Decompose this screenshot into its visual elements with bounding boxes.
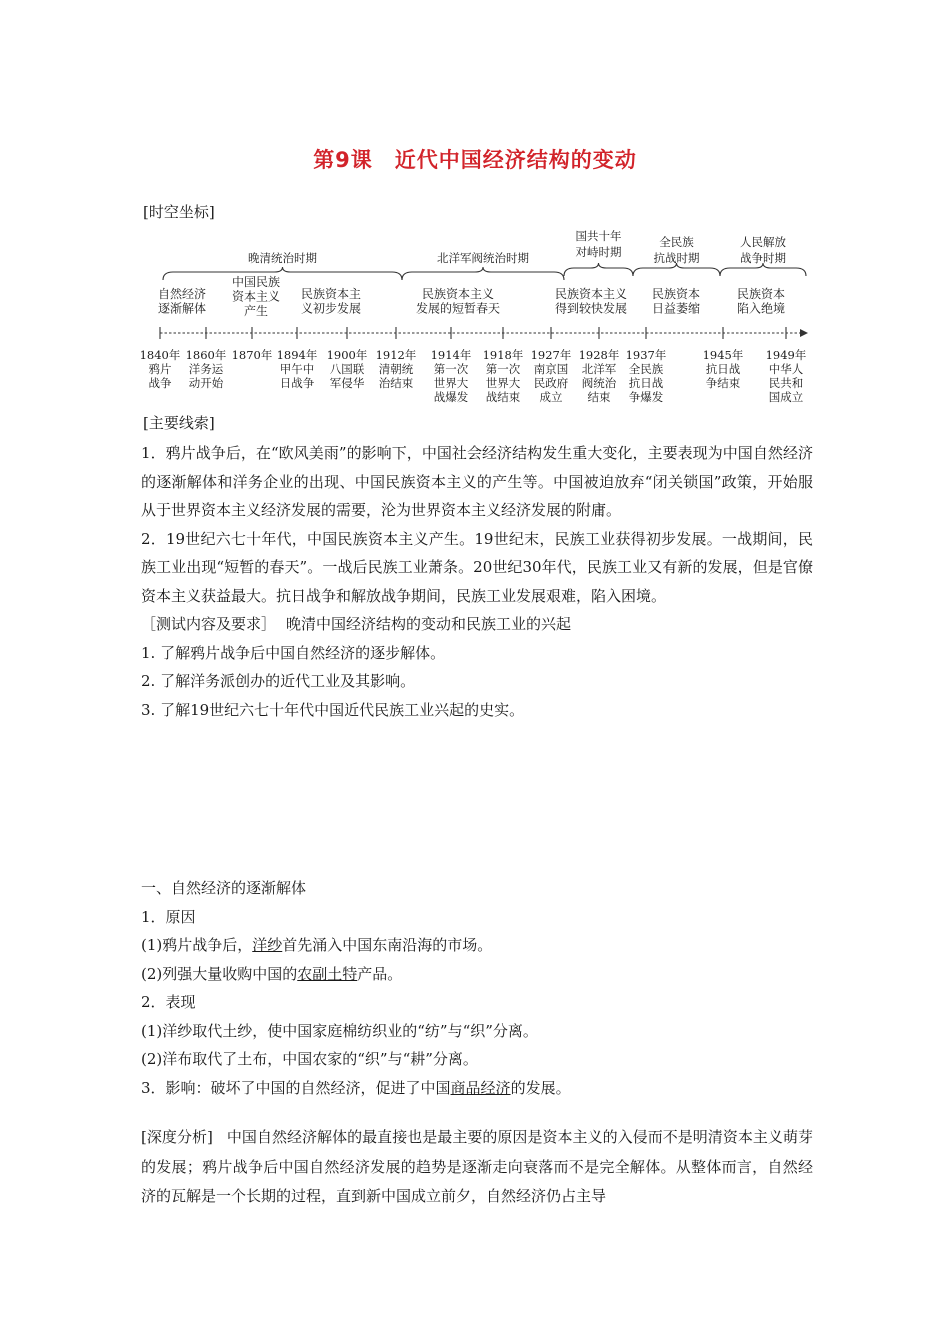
period-brace: [720, 263, 806, 276]
stage-label-line: 民族资本主: [300, 287, 362, 301]
event-description-line: 北洋军: [581, 362, 617, 376]
stage-label-line: 自然经济: [157, 287, 207, 301]
stage-label-line: 日益萎缩: [651, 301, 701, 316]
event-year: 1840年: [139, 348, 181, 362]
stage-label-line: 发展的短暂春天: [415, 301, 501, 316]
period-label-line: 人民解放: [740, 235, 786, 249]
clues-section-label: [主要线索]: [143, 414, 215, 432]
event-year: 1945年: [702, 348, 744, 362]
event-description: [280, 362, 315, 390]
event-description-line: 第一次: [485, 362, 521, 376]
event-description: [434, 362, 469, 404]
event-description: [189, 362, 224, 390]
stage-label-line: 民族资本: [736, 287, 786, 301]
event-description-line: 战爆发: [433, 390, 469, 404]
stage-label: [555, 286, 627, 316]
requirements-line: [141, 610, 813, 639]
event-description-line: 中华人: [768, 362, 804, 376]
event-description-line: 抗日战: [628, 376, 664, 390]
period-brace: [564, 263, 633, 276]
show-item-2: (2)洋布取代了土布，中国农家的“织”与“耕”分离。: [141, 1050, 478, 1068]
event-description-line: 南京国: [533, 362, 569, 376]
event-year: 1914年: [430, 348, 472, 362]
period-label: [654, 235, 700, 265]
analysis-paragraph: [141, 1123, 813, 1212]
main-clues: [141, 439, 813, 724]
event-description: [534, 362, 569, 404]
event-description-line: 世界大: [433, 376, 469, 390]
stage-label: [232, 274, 280, 318]
event-description: [629, 362, 664, 404]
period-label-line: 抗战时期: [653, 251, 700, 265]
event-description-line: 第一次: [433, 362, 469, 376]
event-year: 1894年: [276, 348, 318, 362]
stage-label: [301, 286, 361, 316]
event-year: 1949年: [765, 348, 807, 362]
period-label-line: 北洋军阀统治时期: [437, 251, 529, 265]
stage-label-line: 陷入绝境: [736, 301, 786, 316]
clue-paragraph-1: 1．鸦片战争后，在“欧风美雨”的影响下，中国社会经济结构发生重大变化，主要表现为中国自然经济的逐渐解体和洋务企业的出现、中国民族资本主义的产生等。中国被迫放弃“闭关锁国”政策，开始服从于世界资本主义经济发展的需要，沦为世界资本主义经济发展的附庸。: [141, 444, 813, 519]
stage-label-line: 义初步发展: [300, 301, 362, 316]
event-description-line: 甲午中: [279, 362, 315, 376]
event-description-line: 动开始: [188, 376, 224, 390]
event-description-line: 战争: [148, 376, 172, 390]
period-label-line: 对峙时期: [575, 245, 622, 259]
event-description-line: 治结束: [378, 376, 414, 390]
stage-label: [737, 286, 785, 316]
section-heading: 一、自然经济的逐渐解体: [141, 879, 307, 897]
event-description-line: 争爆发: [628, 390, 664, 404]
show-heading: 2．表现: [141, 993, 196, 1011]
event-description-line: 阀统治: [581, 376, 617, 390]
stage-label-line: 逐渐解体: [157, 301, 207, 316]
stage-label: [416, 286, 500, 316]
axis-arrow-icon: [800, 329, 808, 337]
section-natural-economy: [141, 874, 813, 1102]
event-description-line: 成立: [539, 390, 563, 404]
event-description: [379, 362, 414, 390]
stage-label: [158, 286, 206, 316]
event-description-line: 争结束: [705, 376, 741, 390]
underlined-term: 农副土特: [297, 964, 358, 983]
period-label: [576, 229, 622, 259]
event-description-line: 抗日战: [705, 362, 741, 376]
event-year: 1860年: [185, 348, 227, 362]
event-description: [706, 362, 741, 390]
clue-paragraph-2: 2．19世纪六七十年代，中国民族资本主义产生。19世纪末，民族工业获得初步发展。一战期间，民族工业出现“短暂的春天”。一战后民族工业萧条。20世纪30年代，民族工业又有新的发展，但是官僚资本主义获益最大。抗日战争和解放战争期间，民族工业发展艰难，陷入困境。: [141, 529, 813, 605]
underlined-term: 商品经济: [450, 1078, 511, 1097]
event-description-line: 鸦片: [148, 362, 172, 376]
period-label: [740, 235, 786, 265]
period-label: [437, 251, 529, 265]
event-description-line: 结束: [587, 390, 611, 404]
event-year: 1927年: [530, 348, 572, 362]
event-description-line: 日战争: [279, 376, 315, 390]
requirement-item-1: 1. 了解鸦片战争后中国自然经济的逐步解体。: [141, 643, 446, 662]
stage-label: [652, 286, 700, 316]
event-description: [486, 362, 521, 404]
underlined-term: 洋纱: [252, 936, 283, 954]
analysis-text: 中国自然经济解体的最直接也是最主要的原因是资本主义的入侵而不是明清资本主义萌芽的发展；鸦片战争后中国自然经济发展的趋势是逐渐走向衰落而不是完全解体。从整体而言，自然经济的瓦解是一个长期的过程，直到新中国成立前夕，自然经济仍占主导: [141, 1128, 813, 1205]
period-label: [248, 251, 317, 265]
show-item-1: (1)洋纱取代土纱，使中国家庭棉纺织业的“纺”与“织”分离。: [141, 1021, 538, 1040]
period-label-line: 全民族: [659, 235, 694, 249]
event-description-line: 世界大: [485, 376, 521, 390]
period-label-line: 晚清统治时期: [248, 251, 317, 265]
event-year: 1937年: [625, 348, 667, 362]
event-description-line: 全民族: [628, 362, 664, 376]
impact-line: 3．影响：破坏了中国的自然经济，促进了中国商品经济的发展。: [141, 1078, 571, 1097]
period-brace: [633, 263, 720, 276]
cause-item-2: (2)列强大量收购中国的农副土特产品。: [141, 964, 403, 983]
period-brace: [163, 267, 402, 280]
event-description-line: 清朝统: [378, 362, 414, 376]
event-description-line: 军侵华: [329, 376, 365, 390]
stage-label-line: 民族资本主义: [554, 287, 628, 301]
page-title: 第9课 近代中国经济结构的变动: [313, 148, 637, 172]
event-year: 1928年: [578, 348, 620, 362]
cause-item-1: (1)鸦片战争后，洋纱首先涌入中国东南沿海的市场。: [141, 936, 493, 954]
stage-label-line: 资本主义: [231, 289, 281, 304]
analysis-label: [深度分析]: [141, 1128, 213, 1146]
requirement-item-3: 3. 了解19世纪六七十年代中国近代民族工业兴起的史实。: [141, 700, 525, 719]
stage-label-line: 产生: [243, 304, 269, 318]
stage-label-line: 中国民族: [231, 275, 281, 289]
stage-label-line: 民族资本: [651, 287, 701, 301]
depth-analysis: [141, 1123, 813, 1212]
event-description-line: 民共和: [768, 376, 804, 390]
requirements-label: ［测试内容及要求］: [141, 615, 277, 633]
stage-label-line: 民族资本主义: [421, 287, 495, 301]
requirement-item-2: 2. 了解洋务派创办的近代工业及其影响。: [141, 672, 416, 690]
period-brace: [402, 267, 564, 280]
event-year: 1918年: [482, 348, 524, 362]
event-description-line: 民政府: [533, 376, 569, 390]
event-description-line: 洋务运: [188, 362, 224, 376]
event-description-line: 国成立: [768, 390, 804, 404]
event-year: 1912年: [375, 348, 417, 362]
event-year: 1870年: [231, 348, 273, 362]
event-description-line: 战结束: [485, 390, 521, 404]
requirements-topic: 晚清中国经济结构的变动和民族工业的兴起: [286, 615, 572, 633]
event-description: [149, 362, 172, 390]
timeline-section-label: [时空坐标]: [143, 203, 215, 221]
stage-label-line: 得到较快发展: [554, 301, 628, 316]
event-description-line: 八国联: [329, 362, 365, 376]
period-label-line: 战争时期: [740, 251, 786, 265]
cause-heading: 1．原因: [141, 907, 196, 926]
event-year: 1900年: [326, 348, 368, 362]
event-description: [582, 362, 617, 404]
event-description: [769, 362, 804, 404]
period-label-line: 国共十年: [575, 229, 622, 243]
event-description: [330, 362, 365, 390]
